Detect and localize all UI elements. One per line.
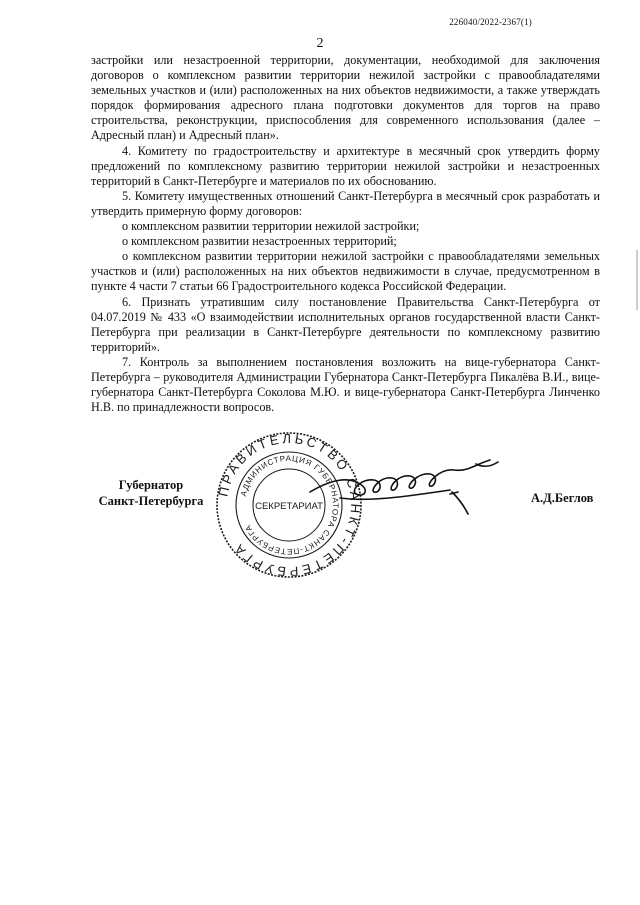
paragraph-subitem-2: о комплексном развитии незастроенных территорий; [122, 234, 397, 249]
signatory-title-line1: Губернатор [118, 478, 184, 492]
paragraph-subitem-3: о комплексном развитии территории нежилой застройки с правообладателями земельных участков и (или) расположенных на них объектов недвижимости в случае, предусмотренном в пункте 4 части 7 статьи 66 Градостроительного кодекса Российской Федерации. [91, 249, 600, 294]
svg-text:СЕКРЕТАРИАТ: СЕКРЕТАРИАТ [255, 501, 323, 512]
signatory-title-line2: Санкт-Петербурга [98, 494, 204, 508]
paragraph-subitem-1: о комплексном развитии территории нежилой застройки; [122, 219, 420, 234]
handwritten-signature [300, 450, 510, 520]
registration-number: 226040/2022-2367(1) [449, 17, 532, 27]
signatory-name: А.Д.Беглов [531, 491, 594, 505]
paragraph-item-4: 4. Комитету по градостроительству и архитектуре в месячный срок утвердить форму предложений по комплексному развитию территории нежилой застройки и незастроенных территорий в Санкт-Петербурге и материалов по их обоснованию. [91, 143, 600, 188]
svg-text:ПРАВИТЕЛЬСТВО САНКТ-ПЕТЕРБУРГА: ПРАВИТЕЛЬСТВО САНКТ-ПЕТЕРБУРГА [215, 430, 364, 580]
page-number: 2 [316, 36, 324, 51]
paragraph-item-5: 5. Комитету имущественных отношений Санкт-Петербурга в месячный срок разработать и утвердить примерную форму договоров: [91, 188, 600, 218]
scan-edge-mark [634, 250, 640, 310]
paragraph-continuation: застройки или незастроенной территории, документации, необходимой для заключения договоров о комплексном развитии территории нежилой застройки с правообладателями земельных участков и (или) расположенных на них объектов недвижимости, а также утверждать порядок формирования адресного плана подготовки документов для торгов на право строительства, реконструкции, приспособления для современного использования (далее – Адресный план) и Адресный план». [91, 53, 600, 143]
document-body [91, 53, 600, 415]
signatory-title [96, 477, 206, 509]
svg-text:АДМИНИСТРАЦИЯ ГУБЕРНАТОРА САНК: АДМИНИСТРАЦИЯ ГУБЕРНАТОРА САНКТ-ПЕТЕРБУРГА [238, 453, 341, 557]
paragraph-item-7: 7. Контроль за выполнением постановления возложить на вице-губернатора Санкт-Петербурга – руководителя Администрации Губернатора Санкт-Петербурга Пикалёва В.И., вице-губернатора Санкт-Петербурга Соколова М.Ю. и вице-губернатора Санкт-Петербурга Линченко Н.В. по принадлежности вопросов. [91, 354, 600, 415]
paragraph-item-6: 6. Признать утратившим силу постановление Правительства Санкт-Петербурга от 04.07.2019 № 433 «О взаимодействии исполнительных органов государственной власти Санкт-Петербурга при реализации в Санкт-Петербурге деятельности по комплексному развитию территорий». [91, 294, 600, 354]
